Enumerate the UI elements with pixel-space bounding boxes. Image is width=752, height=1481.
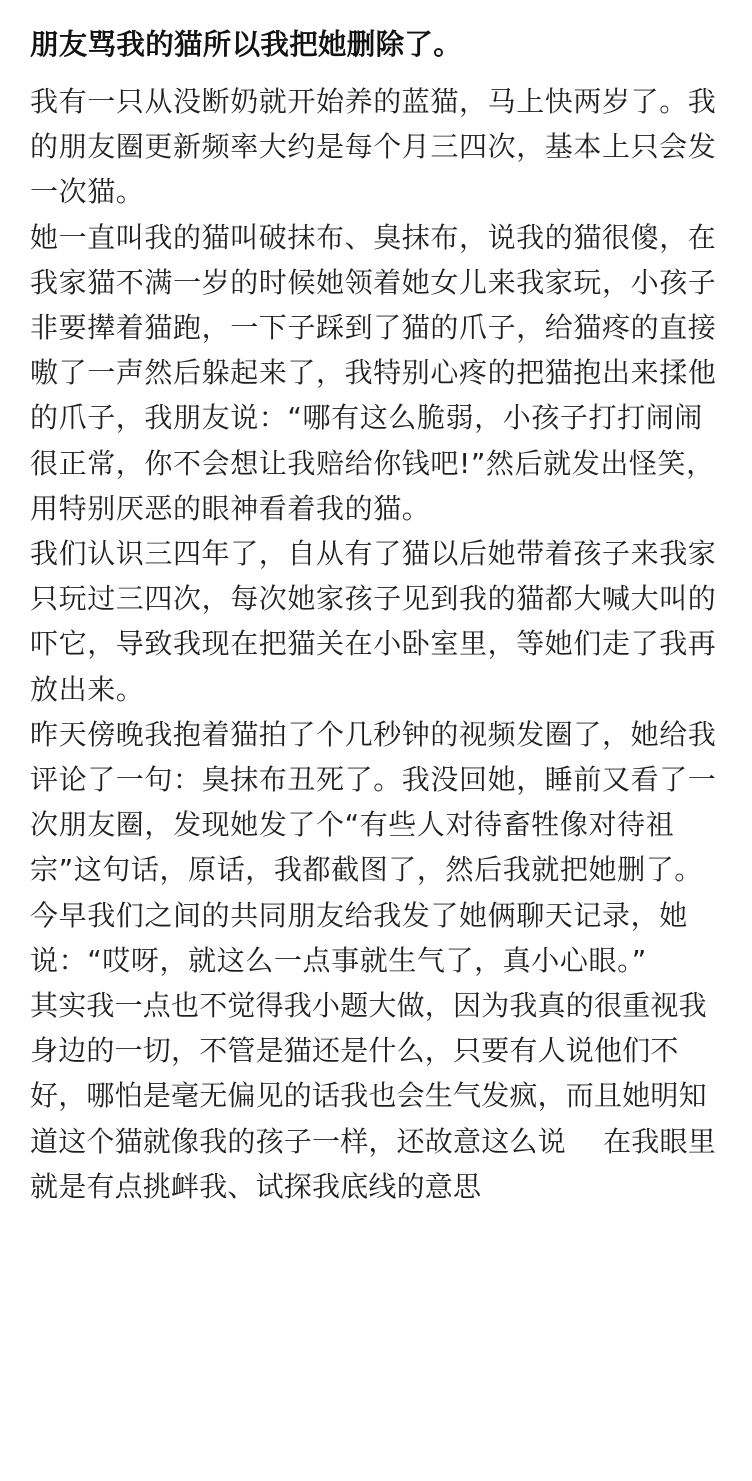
post-title: 朋友骂我的猫所以我把她删除了。 [30,28,463,61]
post-paragraph-4: 昨天傍晚我抱着猫拍了个几秒钟的视频发圈了，她给我评论了一句：臭抹布丑死了。我没回她，睡前又看了一次朋友圈，发现她发了个“有些人对待畜牲像对待祖宗”这句话，原话，我都截图了，然后我就把她删了。今早我们之间的共同朋友给我发了她俩聊天记录，她说：“哎呀，就这么一点事就生气了，真小心眼。” [30,717,717,977]
post-paragraph-2: 她一直叫我的猫叫破抹布、臭抹布，说我的猫很傻，在我家猫不满一岁的时候她领着她女儿来我家玩，小孩子非要撵着猫跑，一下子踩到了猫的爪子，给猫疼的直接嗷了一声然后躲起来了，我特别心疼的把猫抱出来揉他的爪子，我朋友说：“哪有这么脆弱，小孩子打打闹闹很正常，你不会想让我赔给你钱吧!”然后就发出怪笑，用特别厌恶的眼神看着我的猫。 [30,220,717,525]
post-body [30,79,722,1209]
post-paragraph-3: 我们认识三四年了，自从有了猫以后她带着孩子来我家只玩过三四次，每次她家孩子见到我的猫都大喊大叫的吓它，导致我现在把猫关在小卧室里，等她们走了我再放出来。 [30,537,717,706]
post-paragraph-1: 我有一只从没断奶就开始养的蓝猫，马上快两岁了。我的朋友圈更新频率大约是每个月三四次，基本上只会发一次猫。 [30,85,717,209]
post-paragraph-5: 其实我一点也不觉得我小题大做，因为我真的很重视我身边的一切，不管是猫还是什么，只要有人说他们不好，哪怕是毫无偏见的话我也会生气发疯，而且她明知道这个猫就像我的孩子一样，还故意这么说 在我眼里就是有点挑衅我、试探我底线的意思 [30,989,716,1203]
